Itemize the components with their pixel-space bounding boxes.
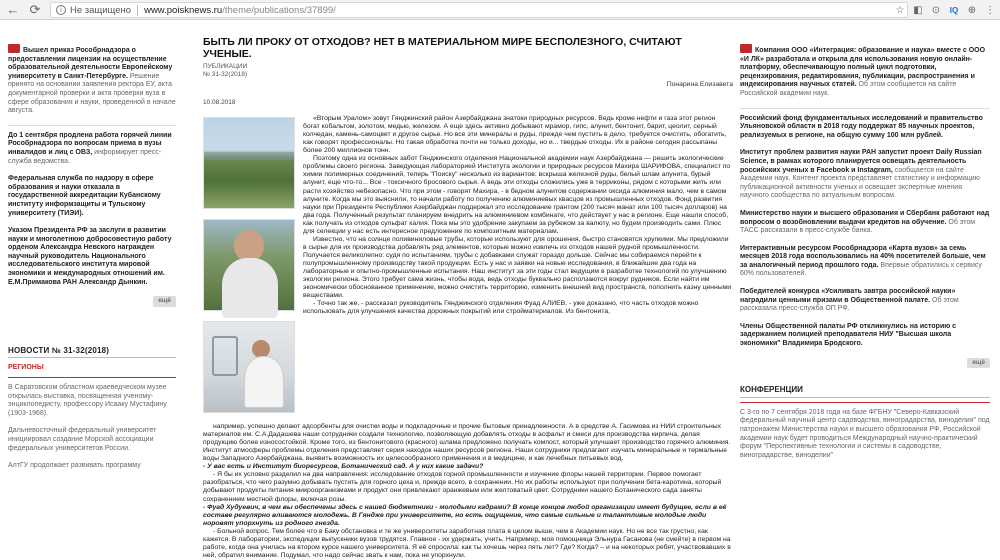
article-paragraph: - Больной вопрос. Тем более что в Баку обстановка и те же университеты заработная плата в целом выше, чем в Академии наук. Но не все так грустно, как кажется. В лаборатории, экспедиции выпускники вузов трудятся. Главное - их удержать, учить. Например, моя помощница Эльнура Гасанова (не смейте) в первом на работе, когда она училась на втором курсе нашего университета. Я её спросила: как ты хочешь через пять лет? Где? Когда? – и на некоторых ребят, участвовавших в ней, обратил внимание. Подумал, что надо сейчас звать к нам, пока не упорхнули. bbox=[203, 527, 731, 559]
article-category[interactable]: ПУБЛИКАЦИИ bbox=[203, 63, 248, 70]
extension-icon[interactable]: ⊙ bbox=[931, 4, 941, 16]
news-item[interactable]: Федеральная служба по надзору в сфере образования и науки отказала в государственной аккредитации Кубанскому институту информзащиты и Тульскому университету (ТИЭИ). bbox=[8, 175, 161, 217]
laboratory-photo bbox=[203, 321, 295, 413]
photo-column bbox=[203, 117, 295, 423]
article bbox=[203, 36, 733, 560]
article-title: БЫТЬ ЛИ ПРОКУ ОТ ОТХОДОВ? НЕТ В МАТЕРИАЛЬНОМ МИРЕ БЕСПОЛЕЗНОГО, СЧИТАЮТ УЧЕНЫЕ. bbox=[203, 36, 682, 60]
news-item[interactable]: АлтГУ продолжает развивать программу bbox=[8, 462, 141, 470]
extension-icon[interactable]: ◧ bbox=[913, 4, 923, 16]
right-news-column bbox=[740, 44, 990, 469]
left-news-column bbox=[8, 44, 176, 480]
divider bbox=[740, 402, 990, 403]
landscape-photo bbox=[203, 117, 295, 209]
divider bbox=[740, 108, 990, 109]
divider bbox=[8, 125, 176, 126]
menu-icon[interactable]: ⋮ bbox=[985, 4, 995, 16]
news-item[interactable]: Компания ООО «Интеграция: образование и наука» вместе с ООО «И ЛК» разработала и открыла для использования новую онлайн-платформу, обеспечивающую полный цикл подготовки, рецензирования, редактирования, публикации, распространения и индексирования научных статей. Об этом сообщается на сайте Российской академии наук. bbox=[740, 44, 990, 99]
article-paragraph: - Я бы их условно разделил на два направления: исследование отходов горной промышленности и изучение флоры нашей территории. Первое помогает разобраться, что чего разумно добывать пустить для горного цеха и, прежде всего, в сохранении. Но их работы используют при получении бета-каротина, который добывают продукты питания микроорганизмами и продукт они привлекают оранжевым или желтоватый цвет. Сотрудники нашего Ботанического сада заняты сохранением местной флоры, включая розы. bbox=[203, 471, 722, 503]
news-marker-icon bbox=[740, 44, 752, 53]
news-item[interactable]: Члены Общественной палаты РФ откликнулись на историю с задержанием полицией преподавателя НИУ "Высшая школа экономики" Владимира Бродского. bbox=[740, 322, 957, 348]
news-marker-icon bbox=[8, 44, 20, 53]
article-paragraph: Поэтому одна из основных забот Гянджинского отделения Национальной академии наук Азербайджана — решить экологические проблемы своего региона. Заведующая лабораторией Института экологии и природных ресурсов Махира ШАРИФОВА, специалист по химии полимерных соединений, теперь "Поиску" несколько из вариантов: вскрыша железной руды, белый шлам алунита, бурый алунит, еще что-то... Все - токсичного бросового сырья. А ведь эти отходы сложились уже в терриконы, рядом с которыми жить или расти хозяйство небезопасно. Что при этом - говорят Махира, - в бедном алунитом содержании оксида алюминия мало, чем в самом алуните. Когда мы это выяснили, то начали работу по получению алюминиевых квасцов из промышленных отходов. Фонд развития науки при Президенте Республики Азербайджан поддержал это исследование грантом (200 тысяч манат или 100 тысяч долларов) на два года. Полученный результат планируем внедрить на алюминиевом комбинате, что действует у нас в регионе. Еще нашли способ, как получать из отходов сульфат калия. Пока мы это удобрение закупаем за рубежом за валюту, но будем производить сами. Плюс для селекции у нас есть интересное предложение по композитным материалам. bbox=[303, 155, 731, 235]
browser-toolbar bbox=[0, 0, 1000, 20]
news-item[interactable]: Интерактивным ресурсом Рособрнадзора «Карта вузов» за семь месяцев 2018 года воспользовались на 40% посетителей больше, чем за аналогичный период прошлого года. Впервые обратились к сервису 60% пользователей. bbox=[740, 244, 986, 278]
more-button[interactable]: ещё bbox=[967, 358, 990, 369]
interview-question: - У вас есть и Институт биоресурсов, Ботанический сад. А у них какие задачи? bbox=[203, 463, 484, 471]
news-item[interactable]: До 1 сентября продлена работа горячей линии Рособрнадзора по вопросам приема в вузы инвалидов и лиц с ОВЗ, информирует пресс-служба ведомства. bbox=[8, 131, 172, 165]
regions-label[interactable]: РЕГИОНЫ bbox=[8, 364, 44, 372]
conferences-heading[interactable]: КОНФЕРЕНЦИИ bbox=[740, 386, 990, 398]
issue-heading[interactable]: НОВОСТИ № 31-32(2018) bbox=[8, 347, 176, 359]
news-item[interactable]: В Саратовском областном краеведческом музее открылась выставка, посвященная ученому-энциклопедисту, профессору Исааку Мустафину (1903-1968). bbox=[8, 384, 167, 417]
extension-icon[interactable]: ⊕ bbox=[967, 4, 977, 16]
security-label: Не защищено bbox=[70, 5, 138, 16]
news-item[interactable]: Российский фонд фундаментальных исследований и правительство Ульяновской области в 2018 году поддержат 85 научных проектов, реализуемых в регионе, на общую сумму 100 млн рублей. bbox=[740, 114, 983, 139]
article-author: Понарина Елизавета bbox=[666, 81, 733, 88]
article-paragraph: - Точно так же, - рассказал руководитель Гянджинского отделения Фуад АЛИЕВ, - уже доказано, что часть отходов можно использовать для улучшения качества дорожных покрытий или стройматериалов. Из бентонита, bbox=[303, 300, 699, 316]
more-button[interactable]: ещё bbox=[153, 296, 176, 307]
article-paragraph: «Вторым Уралом» зовут Гянджинский район Азербайджана знатоки природных ресурсов. Ведь кроме нефти и газа этот регион богат кобальтом, золотом, медью, железом. А еще здесь активно добывают мрамор, гипс, алунит, бентонит, барит, цеолит, серный колчедан, камень-самоцвет и другое сырье. Но все эти минералы и руды, прежде чем пустить в дело, требуется очистить, обогатить, как говорят профессионалы. Но такая обработка почти не только доходы, но и... твердые отходы. Их в районе сегодня рассыпаны более 200 миллионов тонн. bbox=[303, 115, 727, 155]
news-item[interactable]: Победителей конкурса «Усиливать завтра российской науки» наградили ценными призами в Общественной палате. Об этом рассказала пресс-служба ОП РФ. bbox=[740, 288, 959, 313]
reload-icon[interactable]: ⟳ bbox=[29, 1, 41, 17]
page bbox=[0, 22, 1000, 559]
info-icon[interactable]: i bbox=[56, 5, 66, 15]
address-bar[interactable] bbox=[50, 2, 908, 18]
interview-question: - Фуад Худуевич, в чем вы обеспечены здесь с нашей бюджетники - молодыми кадрами? В конце концов любой организации имеет будущее, если в её составе регулярно вливаются молодежь. В Гяндже при университете, но есть ощущение, что самые сильные и талантливые молодые люди норовят упорхнуть из родного гнезда. bbox=[203, 503, 727, 527]
article-paragraph: например, успешно делают адсорбенты для очистки воды и подкладочные и прочие бытовые принадлежности. А в средстве А. Гасимова из НИИ строительных материалов им. С.А.Дадашева наши сотрудники создали технологию, позволяющую добавлять отходы в асфальт и смеси для производства кирпича, делая продукцию более износостойкой. Кроме того, из бентонитового (красного) шлама предложено получать компост, который улучшает производство горячего алюминия. Институт атмосферы проблемы отделения представляет серия находок наших ресурсов региона. Наши сотрудники предлагают изучать минеральные и термальные воды Западного Азербайджана, выявить возможность их целесообразного применения и в медицине, и как лечебных питьевых вод. bbox=[203, 423, 731, 463]
article-date: 10.08.2018 bbox=[203, 99, 236, 107]
news-item[interactable]: Министерство науки и высшего образования и Сбербанк работают над вопросом о возобновлении выдачи кредитов на обучение. Об этом ТАСС рассказали в пресс-службе банка. bbox=[740, 209, 990, 235]
divider bbox=[8, 377, 176, 378]
back-icon[interactable]: ← bbox=[6, 2, 20, 17]
bookmark-star-icon[interactable]: ☆ bbox=[895, 4, 905, 16]
news-item[interactable]: Дальневосточный федеральный университет инициировал создание Морской ассоциации федеральных университетов России. bbox=[8, 427, 157, 452]
news-item[interactable]: Указом Президента РФ за заслуги в развитии науки и многолетнюю добросовестную работу орденом Александра Невского награжден научный руководитель Национального исследовательского института мировой экономики и международных отношений им. Е.М.Примакова РАН Александр Дынкин. bbox=[8, 227, 172, 286]
news-item[interactable]: Институт проблем развития науки РАН запустит проект Daily Russian Science, в рамках которого планируется освещать деятельность российских ученых в Facebook и Instagram, сообщается на сайте Академии наук. Контент проекта представляет статистику и информацию публикационной активности ученых и освещает экспертные мнения научного сообщества по актуальным вопросам. bbox=[740, 149, 982, 200]
article-paragraph: Известно, что на солнце поливиниловые трубы, которые используют для орошения, быстро становятся хрупкими. Мы предложили в сырье для их производства добавлять ряд элементов, которые можно извлечь из отходов нашей рудной промышленности. Получается великолепно: судя по испытаниям, трубы с добавками служат гораздо дольше. Сейчас мы собираемся перейти к полупромышленному производству такой продукции. Есть у нас и заявки на новые исследования, в ближайшие два года на лабораторные и опытно-промышленные испытания. Наш институт за эти годы стал ведущим в разработке технологий по улучшению экологии региона. Этого требует сама жизнь, чтобы вода, ведь отходы буквально расползаются вокруг рудников. Если найти им экономически обоснованное применение, можно очистить территорию, изменить внешний вид пространств, пополнить казну ценными веществами. bbox=[303, 235, 732, 300]
url-path: /theme/publications/37899/ bbox=[222, 4, 336, 16]
conference-item[interactable]: С 3-го по 7 сентября 2018 года на базе ФГБНУ "Северо-Кавказский федеральный научный центр садоводства, виноградарства, виноделия" под патронажем Министерства науки и высшего образования РФ, Российской академии наук будет проводиться Международный научно-практический форум "Перспективные технологии и системы в садоводстве, виноградарстве, виноделии" bbox=[740, 408, 990, 459]
article-body bbox=[203, 115, 733, 560]
scientist-portrait-photo bbox=[203, 219, 295, 311]
article-issue[interactable]: № 31-32(2018) bbox=[203, 71, 248, 78]
iq-extension-icon[interactable]: IQ bbox=[949, 5, 959, 15]
url-domain: www.poisknews.ru bbox=[144, 4, 223, 16]
news-item[interactable]: Вышел приказ Рособрнадзора о предоставлении лицензии на осуществление образовательной деятельности Европейскому университету в Санкт-Петербурге. Решение принято на основании заявления ректора ЕУ, акта документарной проверки и акта проверки вуза в сфере образования и науки, проведенной в начале августа. bbox=[8, 44, 176, 116]
